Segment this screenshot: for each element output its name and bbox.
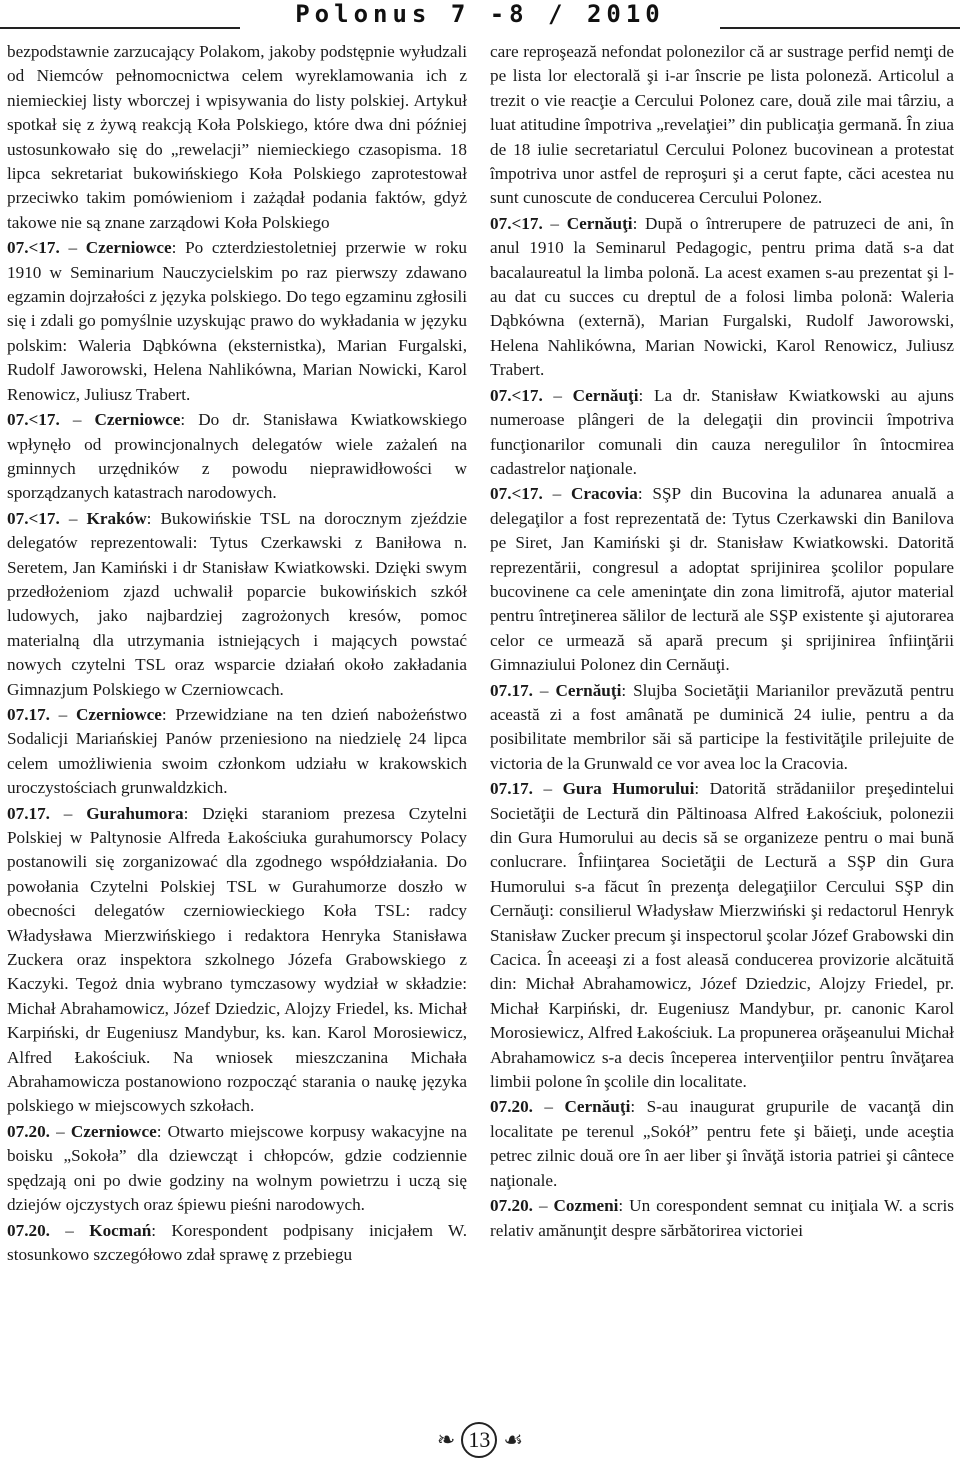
entry-place: Czerniowce: [76, 704, 162, 724]
right-entry-1: 07.<17. – Cernăuţi: După o întrerupere de patruzeci de ani, în anul 1910 la Seminarul Pedagogic, pentru prima dată s-a dat bacalaureatul la limba polonă. La acest examen s-au prezentat şi l-au dat cu succes cu dreptul de a folosi limba polonă: Waleria Dąbkówna (externă), Marian Furgalski, Rudolf Jaworowski, Helena Nahlikówna, Marian Nowicki, Karol Renowicz, Juliusz Trabert.: [490, 213, 954, 380]
left-entry-6: 07.20. – Czerniowce: Otwarto miejscowe korpusy wakacyjne na boisku „Sokoła” dla dziewcząt i chłopców, gdzie codziennie spędzają oni po dwie godziny na wolnym powietrzu i uczą się dziejów ojczystych oraz śpiewu pieśni narodowych.: [7, 1121, 467, 1215]
entry-text: : S-au inaugurat grupurile de vacanţă din localitate pe terenul „Sokół” pentru fete şi băieţi, unde aceştia petrec zilnic două ore în aer liber şi învăţă istoria patriei şi cântece naţionale.: [490, 1097, 954, 1190]
entry-date: 07.20.: [490, 1196, 533, 1216]
right-entry-3: 07.<17. – Cracovia: SŞP din Bucovina la adunarea anuală a delegaţilor a fost reprezentată de: Tytus Czerkawski din Banilova pe Siret, Jan Kamiński şi dr. Stanisław Kwiatkowski. Datorită reprezentării, congresul a adoptat sprijinirea şcolilor populare bucovinene ca cele ameninţate din zona limitrofă, ajutor material pentru întreţinerea sălilor de lectură ale SŞP existente şi ajutorarea celor ce urmează să apară precum şi sprijinirea înfiinţării Gimnaziului Polonez din Cernăuţi.: [490, 484, 954, 675]
entry-place: Cernăuţi: [555, 680, 622, 700]
fleuron-icon: ❧: [436, 1427, 456, 1452]
entry-date: 07.<17.: [490, 385, 543, 405]
header-rule-right: [720, 27, 960, 29]
entry-place: Cernăuţi: [564, 1097, 631, 1117]
fleuron-icon: ☙: [503, 1427, 524, 1452]
entry-text: : Dzięki staraniom prezesa Czytelni Polskiej w Paltynosie Alfreda Łakościuka gurahumorscy Polacy postanowili się zorganizować dla zgodnego współdziałania. Do powołania Czytelni Polskiej TSL w Gurahumorze doszło w obecności delegatów czerniowieckiego Koła TSL: radcy Władysława Mierzwińskiego i redaktora Henryka Stanisława Zuckera oraz inspektora szkolnego Józefa Grabowskiego z Kaczyki. Tegoż dnia wybrano tymczasowy wydział w składzie: Michał Abrahamowicz, Józef Dziedzic, Alojzy Friedel, ks. Michał Karpiński, dr Eugeniusz Mandybur, ks. kan. Karol Morosiewicz, Alfred Łakościuk. Na wniosek mieszczanina Michała Abrahamowicza postanowiono rozpocząć starania o naukę języka polskiego w miejscowych szkołach.: [7, 803, 467, 1116]
entry-date: 07.<17.: [7, 238, 60, 258]
entry-place: Kocmań: [89, 1220, 152, 1240]
entry-place: Gurahumora: [86, 803, 184, 823]
entry-date: 07.17.: [7, 803, 50, 823]
left-entry-4: 07.17. – Czerniowce: Przewidziane na ten dzień nabożeństwo Sodalicji Mariańskiej Panów przeniesiono na niedzielę 24 lipca celem umożliwienia swoim członkom udziału w krakowskich uroczystościach grunwaldzkich.: [7, 704, 467, 798]
right-entry-6: 07.20. – Cernăuţi: S-au inaugurat grupurile de vacanţă din localitate pe terenul „Sokół” pentru fete şi băieţi, unde aceştia petrec zilnic două ore în aer liber şi învăţă istoria patriei şi cântece naţionale.: [490, 1097, 954, 1190]
entry-place: Cernăuţi: [566, 213, 633, 233]
entry-text: : Bukowińskie TSL na dorocznym zjeździe delegatów reprezentowali: Tytus Czerkawski z Baniłowa n. Seretem, Jan Kamiński i dr Stanisław Kwiatkowski. Dzięki swym przedłożeniom zjazd uchwalił poparcie bukowińskich szkół ludowych, jako najbardziej zagrożonych kresów, pomoc materialną dla utrzymania istniejących i mających powstać nowych czytelni TSL oraz wsparcie działań około zakładania Gimnazjum Polskiego w Czerniowcach.: [7, 508, 467, 699]
left-entry-5: 07.17. – Gurahumora: Dzięki staraniom prezesa Czytelni Polskiej w Paltynosie Alfreda Łakościuka gurahumorscy Polacy postanowili się zorganizować dla zgodnego współdziałania. Do powołania Czytelni Polskiej TSL w Gurahumorze doszło w obecności delegatów czerniowieckiego Koła TSL: radcy Władysława Mierzwińskiego i redaktora Henryka Stanisława Zuckera oraz inspektora szkolnego Józefa Grabowskiego z Kaczyki. Tegoż dnia wybrano tymczasowy wydział w składzie: Michał Abrahamowicz, Józef Dziedzic, Alojzy Friedel, ks. Michał Karpiński, dr Eugeniusz Mandybur, ks. kan. Karol Morosiewicz, Alfred Łakościuk. Na wniosek mieszczanina Michała Abrahamowicza postanowiono rozpocząć starania o naukę języka polskiego w miejscowych szkołach.: [7, 803, 467, 1116]
entry-text: : SŞP din Bucovina la adunarea anuală a delegaţilor a fost reprezentată de: Tytus Czerkawski din Banilova pe Siret, Jan Kamiński şi dr. Stanisław Kwiatkowski. Datorită reprezentării, congresul a adoptat sprijinirea şcolilor populare bucovinene ca cele ameninţate din zona limitrofă, ajutor material pentru întreţinerea sălilor de lectură ale SŞP existente şi ajutorarea celor ce urmează să apară precum şi sprijinirea înfiinţării Gimnaziului Polonez din Cernăuţi.: [490, 484, 954, 675]
entry-date: 07.<17.: [490, 213, 543, 233]
entry-text: : După o întrerupere de patruzeci de ani, în anul 1910 la Seminarul Pedagogic, pentru prima dată s-a dat bacalaureatul la limba polonă. La acest examen s-au prezentat şi l-au dat cu succes cu dreptul de a folosi limba polonă: Waleria Dąbkówna (externă), Marian Furgalski, Rudolf Jaworowski, Helena Nahlikówna, Marian Nowicki, Karol Renowicz, Juliusz Trabert.: [490, 213, 954, 380]
left-entry-3: 07.<17. – Kraków: Bukowińskie TSL na dorocznym zjeździe delegatów reprezentowali: Tytus Czerkawski z Baniłowa n. Seretem, Jan Kamiński i dr Stanisław Kwiatkowski. Dzięki swym przedłożeniom zjazd uchwalił poparcie bukowińskich szkół ludowych, jako najbardziej zagrożonych kresów, pomoc materialną dla utrzymania istniejących i mających powstać nowych czytelni TSL oraz wsparcie działań około zakładania Gimnazjum Polskiego w Czerniowcach.: [7, 508, 467, 699]
right-column-romanian: [490, 40, 954, 1425]
left-entry-1: 07.<17. – Czerniowce: Po czterdziestoletniej przerwie w roku 1910 w Seminarium Nauczycielskim po raz pierwszy zdawano egzamin dojrzałości z języka polskiego. Do tego egzaminu zgłosili się i zdali go pomyślnie uzyskując prawo do wykładania w języku polskim: Waleria Dąbkówna (eksternistka), Marian Furgalski, Rudolf Jaworowski, Helena Nahlikówna, Marian Nowicki, Karol Renowicz, Juliusz Trabert.: [7, 238, 467, 404]
entry-text: : Korespondent podpisany inicjałem W. stosunkowo szczegółowo zdał sprawę z przebiegu: [7, 1220, 467, 1264]
entry-place: Cozmeni: [553, 1196, 619, 1216]
journal-title: Polonus 7 -8 / 2010: [295, 0, 665, 28]
header-rule-left: [0, 27, 240, 29]
entry-place: Gura Humorului: [562, 779, 695, 799]
left-entry-7: 07.20. – Kocmań: Korespondent podpisany inicjałem W. stosunkowo szczegółowo zdał sprawę z przebiegu: [7, 1220, 467, 1264]
entry-text: : Po czterdziestoletniej przerwie w roku 1910 w Seminarium Nauczycielskim po raz pierwszy zdawano egzamin dojrzałości z języka polskiego. Do tego egzaminu zgłosili się i zdali go pomyślnie uzyskując prawo do wykładania w języku polskim: Waleria Dąbkówna (eksternistka), Marian Furgalski, Rudolf Jaworowski, Helena Nahlikówna, Marian Nowicki, Karol Renowicz, Juliusz Trabert.: [7, 238, 467, 404]
entry-place: Kraków: [86, 508, 147, 528]
right-entry-4: 07.17. – Cernăuţi: Slujba Societăţii Marianilor prevăzută pentru această zi a fost amânată pe duminică 24 iulie, pentru a da posibilitate membrilor săi să participe la festivităţile prilejuite de victoria de la Grunwald ce vor avea loc la Cracovia.: [490, 680, 954, 773]
entry-date: 07.17.: [490, 680, 533, 700]
entry-date: 07.<17.: [490, 484, 543, 504]
right-entry-2: 07.<17. – Cernăuţi: La dr. Stanisław Kwiatkowski au ajuns numeroase plângeri de la delegaţii din provincii împotriva funcţionarilor comunali din cauza neregulilor în întocmirea cadastrelor naţionale.: [490, 385, 954, 478]
right-entry-7: 07.20. – Cozmeni: Un corespondent semnat cu iniţiala W. a scris relativ amănunţit despre sărbătorirea victoriei: [490, 1196, 954, 1240]
entry-place: Czerniowce: [85, 238, 172, 258]
right-intro-paragraph: care reproşează nefondat polonezilor că ar sustrage perfid nemţi de pe lista lor electorală şi i-ar înscrie pe lista poloneză. Articolul a trezit o vie reacţie a Cercului Polonez care, două zile mai târziu, a luat atitudine împotriva „revelaţiei” din publicaţia germană. În ziua de 18 iulie secretariatul Cercului Polonez bucovinean a protestat împotriva unor astfel de reproşuri şi a cerut fapte, căci acestea nu sunt cunoscute de conducerea Cercului Polonez.: [490, 42, 954, 208]
left-entry-2: 07.<17. – Czerniowce: Do dr. Stanisława Kwiatkowskiego wpłynęło od prowincjonalnych delegatów wiele zażaleń na gminnych urzędników z powodu nieprawidłowości w sporządzanych katastrach narodowych.: [7, 410, 467, 503]
entry-text: : La dr. Stanisław Kwiatkowski au ajuns numeroase plângeri de la delegaţii din provincii împotriva funcţionarilor comunali din cauza neregulilor în întocmirea cadastrelor naţionale.: [490, 385, 954, 478]
entry-date: 07.20.: [7, 1220, 50, 1240]
entry-text: : Slujba Societăţii Marianilor prevăzută pentru această zi a fost amânată pe duminică 24 iulie, pentru a da posibilitate membrilor săi să participe la festivităţile prilejuite de victoria de la Grunwald ce vor avea loc la Cracovia.: [490, 680, 954, 773]
page-header: [0, 0, 960, 38]
left-column-polish: [7, 40, 467, 1425]
entry-date: 07.<17.: [7, 410, 60, 430]
entry-place: Czerniowce: [94, 410, 181, 430]
entry-date: 07.17.: [490, 779, 533, 799]
entry-place: Cernăuţi: [572, 385, 639, 405]
entry-place: Czerniowce: [70, 1121, 157, 1141]
entry-text: : Przewidziane na ten dzień nabożeństwo Sodalicji Mariańskiej Panów przeniesiono na niedzielę 24 lipca celem umożliwienia swoim członkom udziału w krakowskich uroczystościach grunwaldzkich.: [7, 704, 467, 798]
page-number: 13: [461, 1422, 497, 1458]
entry-date: 07.17.: [7, 704, 50, 724]
entry-text: : Un corespondent semnat cu iniţiala W. a scris relativ amănunţit despre sărbătorirea victoriei: [490, 1196, 954, 1240]
entry-date: 07.20.: [490, 1097, 533, 1117]
entry-date: 07.<17.: [7, 508, 60, 528]
left-intro-paragraph: bezpodstawnie zarzucający Polakom, jakoby podstępnie wyłudzali od Niemców pełnomocnictwa celem wyreklamowania ich z niemieckiej listy wborczej i wpisywania do listy polskiej. Artykuł spotkał się z żywą reakcją Koła Polskiego, które dwa dni później ustosunkowało się do „rewelacji” niemieckiego czasopisma. 18 lipca sekretariat bukowińskiego Koła Polskiego zaprotestował przeciwko takim pomówieniom i zażądał podania faktów, gdyż takowe nie są znane zarządowi Koła Polskiego: [7, 42, 467, 232]
entry-place: Cracovia: [570, 484, 638, 504]
right-entry-5: 07.17. – Gura Humorului: Datorită strădaniilor preşedintelui Societăţii de Lectură din Păltinoasa Alfred Łakościuk, polonezii din Gura Humorului au decis să se organizeze pentru o mai bună conlucrare. Înfiinţarea Societăţii de Lectură a SŞP din Gura Humorului s-a făcut în prezenţa delegaţiilor Cercului SŞP din Cernăuţi: consilierul Władysław Mierzwiński şi redactorul Henryk Stanisław Zucker precum şi inspectorul şcolar Józef Grabowski din Cacica. În aceeaşi zi a fost aleasă conducerea provizorie alcătuită din: Michał Abrahamowicz, Józef Dziedzic, Alojzy Friedel, pr. Michał Karpiński, dr. Eugeniusz Mandybur, pr. canonic Karol Morosiewicz, Alfred Łakościuk. La propunerea orăşeanului Michał Abrahamowicz s-a decis începerea intervenţiilor pentru învăţarea limbii polone în şcolile din localitate.: [490, 779, 954, 1092]
entry-date: 07.20.: [7, 1121, 50, 1141]
entry-text: : Do dr. Stanisława Kwiatkowskiego wpłynęło od prowincjonalnych delegatów wiele zażaleń na gminnych urzędników z powodu nieprawidłowości w sporządzanych katastrach narodowych.: [7, 410, 467, 503]
entry-text: : Datorită strădaniilor preşedintelui Societăţii de Lectură din Păltinoasa Alfred Łakościuk, polonezii din Gura Humorului au decis să se organizeze pentru o mai bună conlucrare. Înfiinţarea Societăţii de Lectură a SŞP din Gura Humorului s-a făcut în prezenţa delegaţiilor Cercului SŞP din Cernăuţi: consilierul Władysław Mierzwiński şi redactorul Henryk Stanisław Zucker precum şi inspectorul şcolar Józef Grabowski din Cacica. În aceeaşi zi a fost aleasă conducerea provizorie alcătuită din: Michał Abrahamowicz, Józef Dziedzic, Alojzy Friedel, pr. Michał Karpiński, dr. Eugeniusz Mandybur, pr. canonic Karol Morosiewicz, Alfred Łakościuk. La propunerea orăşeanului Michał Abrahamowicz s-a decis începerea intervenţiilor pentru învăţarea limbii polone în şcolile din localitate.: [490, 779, 954, 1092]
entry-text: : Otwarto miejscowe korpusy wakacyjne na boisku „Sokoła” dla dziewcząt i chłopców, gdzie codziennie spędzają oni po dwie godziny na wolnym powietrzu i uczą się dziejów ojczystych oraz śpiewu pieśni narodowych.: [7, 1121, 467, 1215]
page-footer: [0, 1420, 960, 1460]
